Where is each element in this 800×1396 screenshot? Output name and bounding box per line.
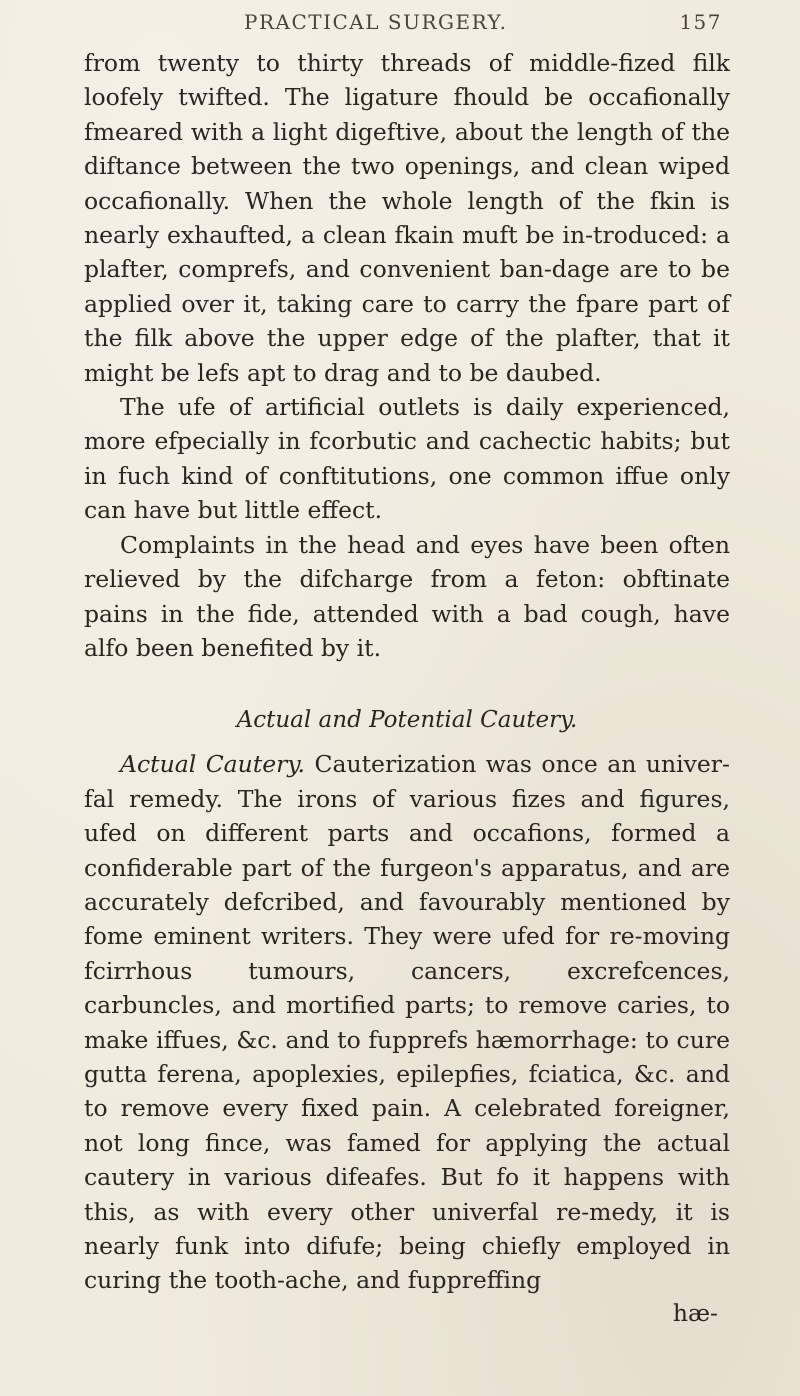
- running-head-title: PRACTICAL SURGERY.: [244, 10, 508, 34]
- body-text: [84, 46, 730, 1298]
- catchword: hæ-: [672, 1298, 718, 1327]
- paragraph-artificial-outlets: The ufe of artificial outlets is daily experienced, more efpecially in fcorbutic and cachectic habits; but in fuch kind of conftitutions, one common iffue only can have but little effect.: [84, 393, 730, 525]
- paragraph-actual-cautery-text: Cauterization was once an univer-fal remedy. The irons of various fizes and figures, ufed on different parts and occafions, formed a confiderable part of the furgeon's apparatus, and are accurately defcribed, and favourably mentioned by fome eminent writers. They were ufed for re-moving fcirrhous tumours, cancers, excrefcences, carbuncles, and mortified parts; to remove caries, to make iffues, &c. and to fupprefs hæmorrhage: to cure gutta ferena, apoplexies, epilepfies, fciatica, &c. and to remove every fixed pain. A celebrated foreigner, not long fince, was famed for applying the actual cautery in various difeafes. But fo it happens with this, as with every other univerfal re-medy, it is nearly funk into difufe; being chiefly employed in curing the tooth-ache, and fuppreffing: [84, 750, 730, 1295]
- run-in-heading: Actual Cautery.: [120, 750, 306, 779]
- running-head: [84, 10, 730, 46]
- section-heading: Actual and Potential Cautery.: [236, 707, 578, 734]
- paragraph-complaints: Complaints in the head and eyes have been often relieved by the difcharge from a feton: obftinate pains in the fide, attended with a bad cough, have alfo been benefited by it.: [84, 530, 730, 662]
- page-number: 157: [679, 10, 722, 34]
- paragraph-ligature: from twenty to thirty threads of middle-fized filk loofely twifted. The ligature fhould be occafionally fmeared with a light digeftive, about the length of the diftance between the two openings, and clean wiped occafionally. When the whole length of the fkin is nearly exhaufted, a clean fkain muft be in-troduced: a plafter, comprefs, and convenient ban-dage are to be applied over it, taking care to carry the fpare part of the filk above the upper edge of the plafter, that it might be lefs apt to drag and to be daubed.: [84, 49, 730, 387]
- paragraph-actual-cautery: [84, 747, 730, 1298]
